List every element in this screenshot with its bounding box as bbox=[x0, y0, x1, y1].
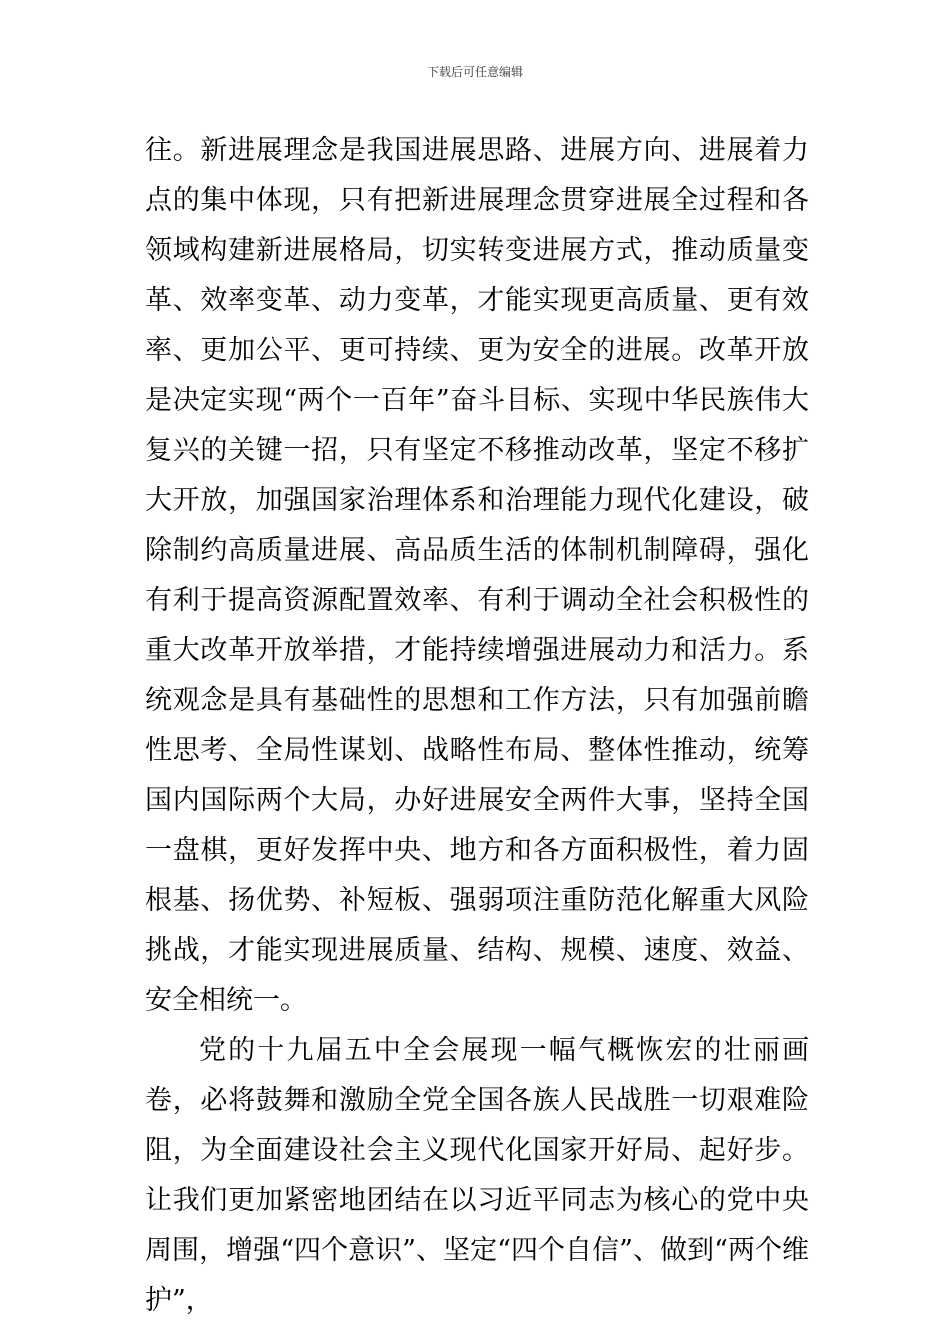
paragraph-continued: 往。新进展理念是我国进展思路、进展方向、进展着力点的集中体现，只有把新进展理念贯穿进展全过程和各领域构建新进展格局，切实转变进展方式，推动质量变革、效率变革、动力变革，才能实现更高质量、更有效率、更加公平、更可持续、更为安全的进展。改革开放是决定实现“两个一百年”奋斗目标、实现中华民族伟大复兴的关键一招，只有坚定不移推动改革，坚定不移扩大开放，加强国家治理体系和治理能力现代化建设，破除制约高质量进展、高品质生活的体制机制障碍，强化有利于提高资源配置效率、有利于调动全社会积极性的重大改革开放举措，才能持续增强进展动力和活力。系统观念是具有基础性的思想和工作方法，只有加强前瞻性思考、全局性谋划、战略性布局、整体性推动，统筹国内国际两个大局，办好进展安全两件大事，坚持全国一盘棋，更好发挥中央、地方和各方面积极性，着力固根基、扬优势、补短板、强弱项注重防范化解重大风险挑战，才能实现进展质量、结构、规模、速度、效益、安全相统一。 bbox=[145, 135, 809, 1016]
document-body bbox=[145, 126, 809, 1326]
paragraph-plenary: 党的十九届五中全会展现一幅气概恢宏的壮丽画卷，必将鼓舞和激励全党全国各族人民战胜一切艰难险阻，为全面建设社会主义现代化国家开好局、起好步。让我们更加紧密地团结在以习近平同志为核心的党中央周围，增强“四个意识”、坚定“四个自信”、做到“两个维护”， bbox=[145, 1035, 809, 1316]
page-header: 下载后可任意编辑 bbox=[426, 65, 523, 79]
